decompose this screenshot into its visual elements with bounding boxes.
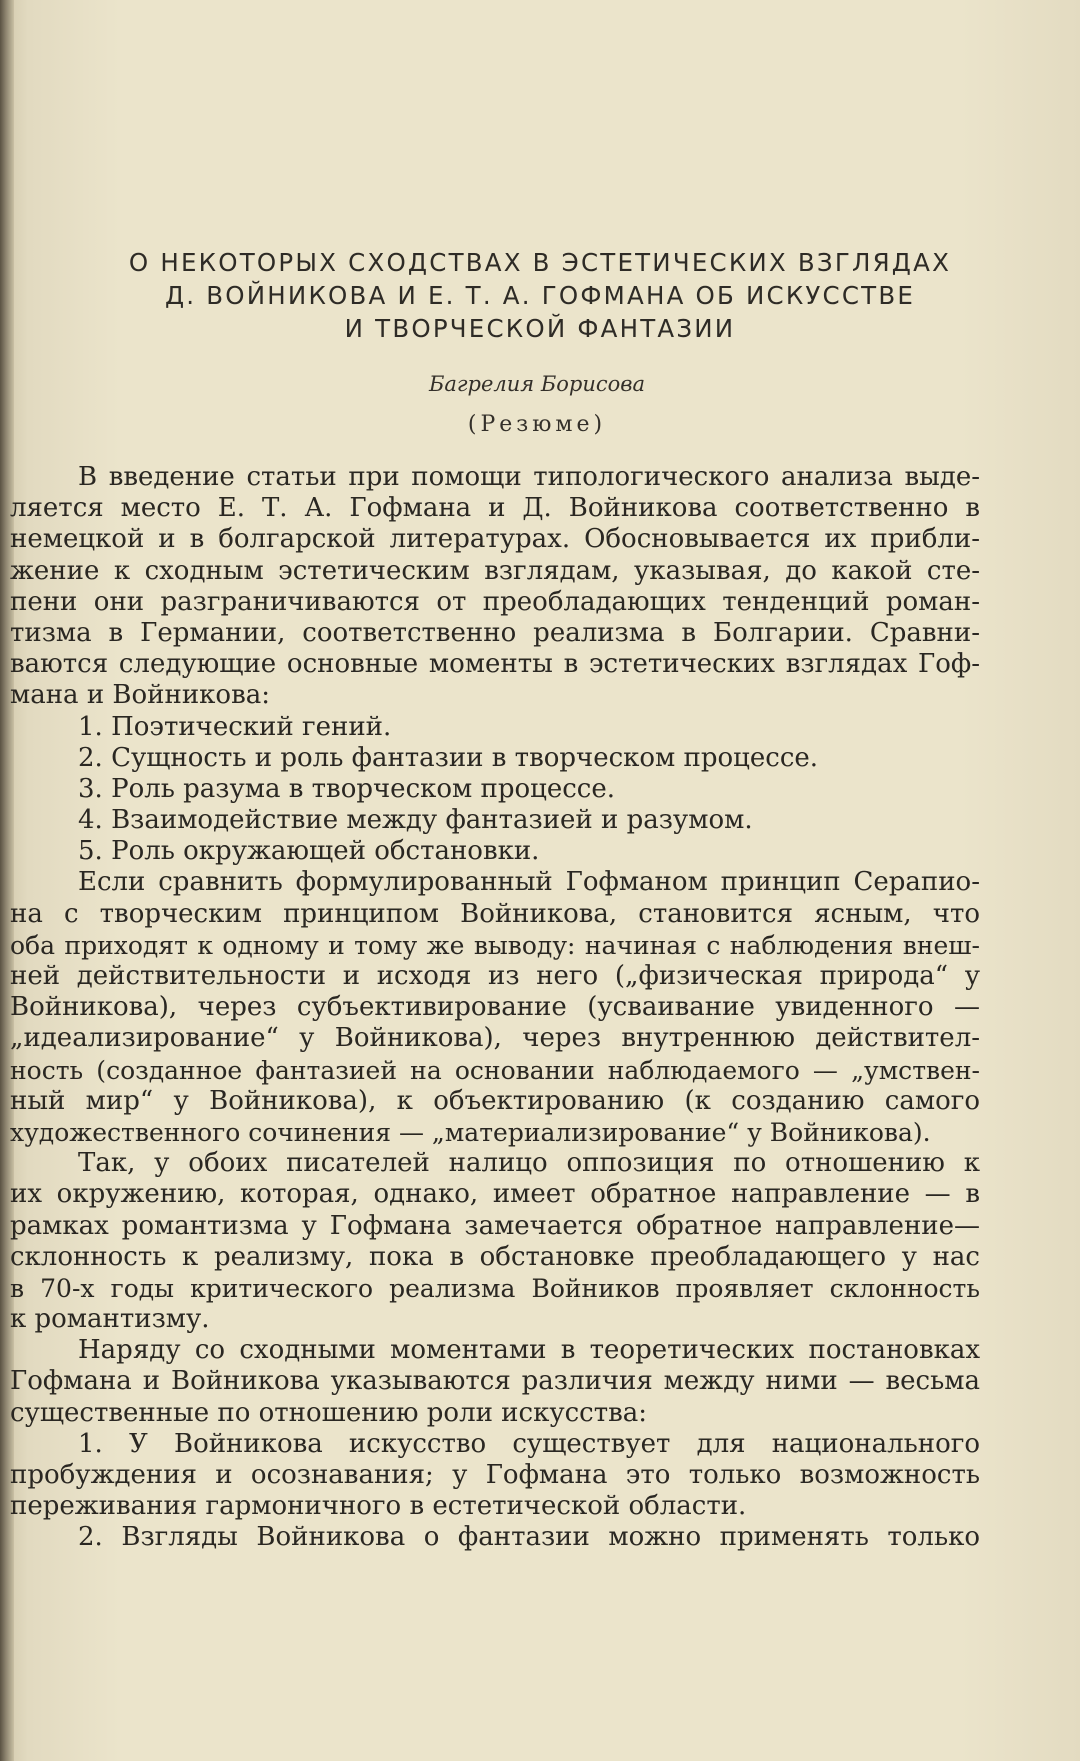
text-line: пени они разграничиваются от преобладающих тенденций роман- <box>10 586 980 617</box>
text-line: В введение статьи при помощи типологического анализа выде- <box>78 462 980 492</box>
list-item: 1. У Войникова искусство существует для национального <box>78 1428 980 1459</box>
text-line: Если сравнить формулированный Гофманом принцип Серапио- <box>78 867 980 898</box>
text-line: Войникова), через субъективирование (усваивание увиденного — <box>10 992 980 1023</box>
title-line-1: О НЕКОТОРЫХ СХОДСТВАХ В ЭСТЕТИЧЕСКИХ ВЗГЛЯДАХ <box>128 248 952 277</box>
text-line: ней действительности и исходя из него („физическая природа“ у <box>10 961 980 991</box>
list-item: 3. Роль разума в творческом процессе. <box>78 773 616 804</box>
text-line: пробуждения и осознавания; у Гофмана это только возможность <box>10 1460 980 1490</box>
text-line: переживания гармоничного в естетической области. <box>10 1491 747 1522</box>
text-line: Наряду со сходными моментами в теоретических постановках <box>78 1335 980 1366</box>
text-line: мана и Войникова: <box>10 680 270 711</box>
text-line: жение к сходным эстетическим взглядам, указывая, до какой сте- <box>10 555 980 586</box>
text-line: их окружению, которая, однако, имеет обратное направление — в <box>10 1179 980 1210</box>
text-line: к романтизму. <box>10 1304 210 1335</box>
text-line: Гофмана и Войникова указываются различия между ними — весьма <box>10 1366 980 1397</box>
text-line: тизма в Германии, соответственно реализма в Болгарии. Сравни- <box>10 617 980 648</box>
list-item: 5. Роль окружающей обстановки. <box>78 836 540 867</box>
text-line: „идеализирование“ у Войникова), через внутреннюю действител- <box>10 1023 980 1054</box>
text-line: существенные по отношению роли искусства: <box>10 1397 648 1428</box>
title-line-3: И ТВОРЧЕСКОЙ ФАНТАЗИИ <box>344 314 736 343</box>
text-line: оба приходят к одному и тому же выводу: начиная с наблюдения внеш- <box>10 930 980 960</box>
text-line: Так, у обоих писателей налицо оппозиция по отношению к <box>78 1148 980 1179</box>
article-title <box>40 246 1040 345</box>
text-line: на с творческим принципом Войникова, становится ясным, что <box>10 898 980 929</box>
text-line: ный мир“ у Войникова), к объектированию (к созданию самого <box>10 1085 980 1116</box>
summary-body <box>0 462 980 1554</box>
list-item: 2. Сущность и роль фантазии в творческом процессе. <box>78 742 819 773</box>
text-line: немецкой и в болгарской литературах. Обосновывается их прибли- <box>10 524 980 555</box>
text-line: в 70-х годы критического реализма Войников проявляет склонность <box>10 1273 980 1303</box>
list-item: 4. Взаимодействие между фантазией и разумом. <box>78 805 753 836</box>
text-line: ность (созданное фантазией на основании наблюдаемого — „умствен- <box>10 1055 980 1085</box>
text-line: склонность к реализму, пока в обстановке преобладающего у нас <box>10 1241 980 1272</box>
text-line: художественного сочинения — „материализирование“ у Войникова). <box>10 1117 931 1147</box>
title-line-2: Д. ВОЙНИКОВА И Е. Т. А. ГОФМАНА ОБ ИСКУССТВЕ <box>164 281 916 310</box>
list-item: 2. Взгляды Войникова о фантазии можно применять только <box>78 1522 980 1553</box>
author-name: Багрелия Борисова <box>428 372 646 396</box>
list-item: 1. Поэтический гений. <box>78 711 392 742</box>
text-line: ляется место Е. Т. А. Гофмана и Д. Войникова соответственно в <box>10 493 980 524</box>
text-line: ваются следующие основные моменты в эстетических взглядах Гоф- <box>10 649 980 680</box>
resume-label: (Резюме) <box>467 412 607 437</box>
text-line: рамках романтизма у Гофмана замечается обратное направление— <box>10 1210 980 1241</box>
